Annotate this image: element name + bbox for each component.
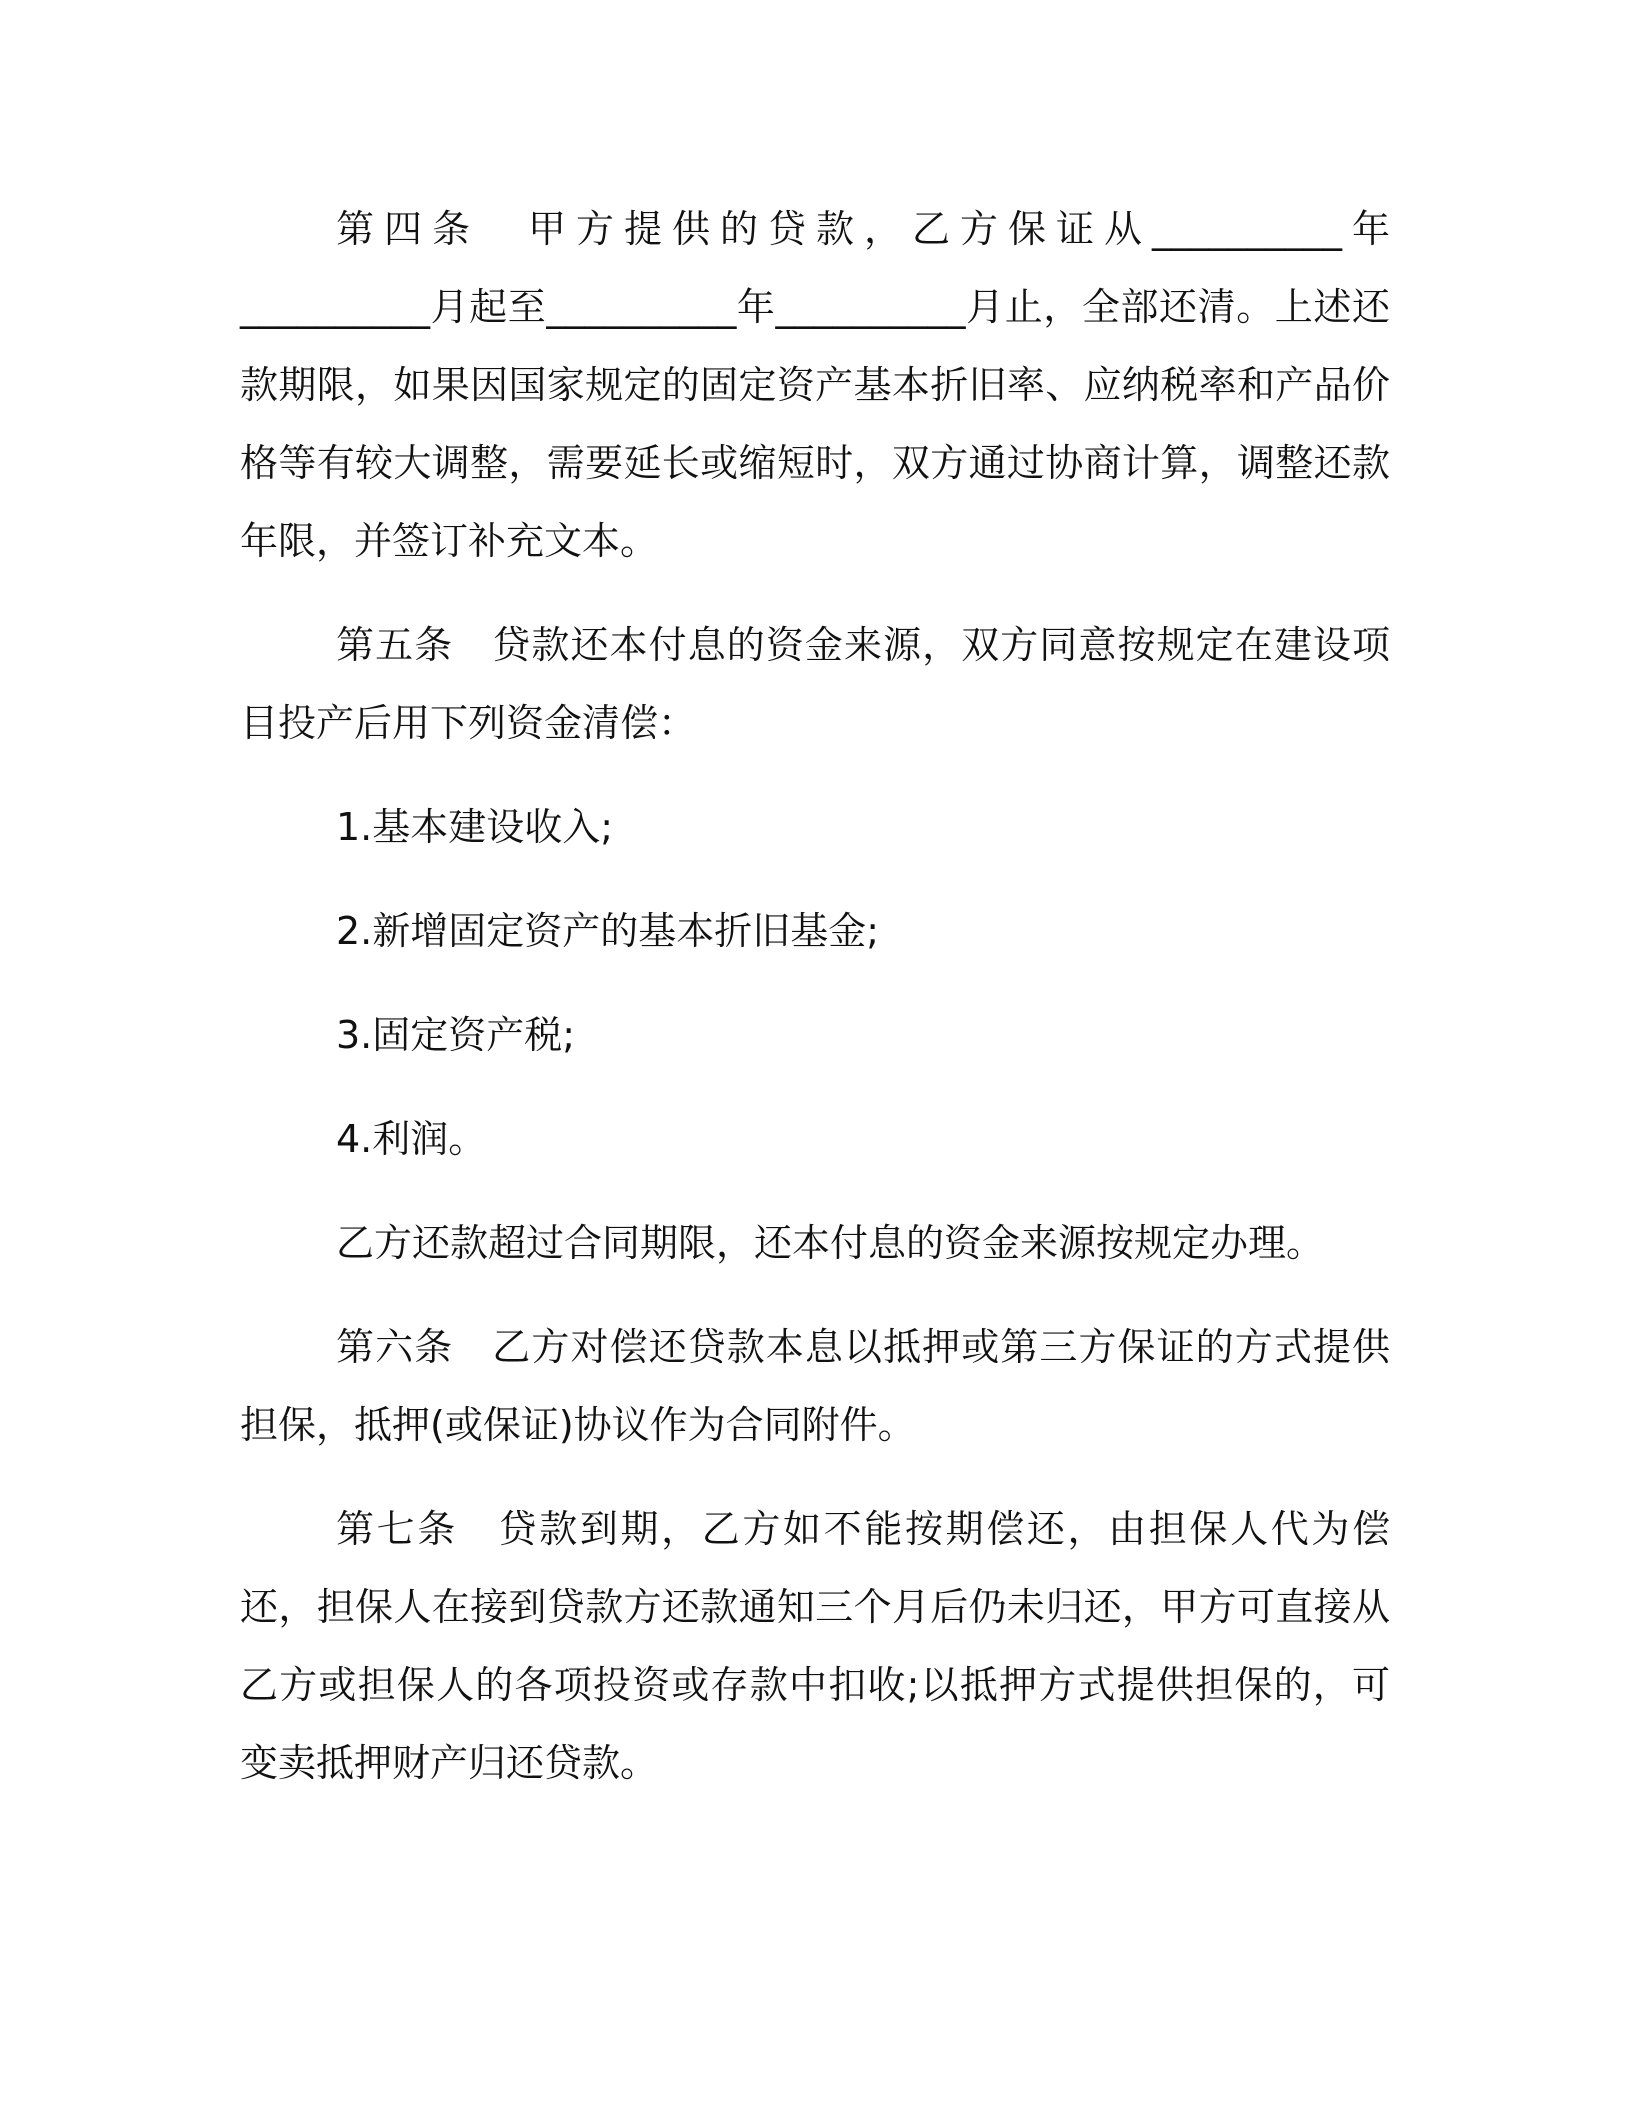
- article-5-paragraph: 第五条 贷款还本付息的资金来源，双方同意按规定在建设项目投产后用下列资金清偿：: [240, 623, 1390, 745]
- article-4-paragraph: 第四条 甲方提供的贷款，乙方保证从__________年__________月起至__________年__________月止，全部还清。上述还款期限，如果因国家规定的固定资产基本折旧率、应纳税率和产品价格等有较大调整，需要延长或缩短时，双方通过协商计算，调整还款年限，并签订补充文本。: [240, 207, 1390, 563]
- list-item-2: 2.新增固定资产的基本折旧基金;: [336, 909, 880, 953]
- article-6-paragraph: 第六条 乙方对偿还贷款本息以抵押或第三方保证的方式提供担保，抵押(或保证)协议作为合同附件。: [240, 1325, 1390, 1447]
- list-item-4: 4.利润。: [336, 1117, 487, 1161]
- repayment-overdue-paragraph: 乙方还款超过合同期限，还本付息的资金来源按规定办理。: [336, 1221, 1325, 1265]
- article-7-paragraph: 第七条 贷款到期，乙方如不能按期偿还，由担保人代为偿还，担保人在接到贷款方还款通知三个月后仍未归还，甲方可直接从乙方或担保人的各项投资或存款中扣收;以抵押方式提供担保的，可变卖抵押财产归还贷款。: [240, 1507, 1390, 1785]
- list-item-1: 1.基本建设收入;: [336, 805, 614, 849]
- document-body: [240, 190, 1390, 1802]
- list-item-3: 3.固定资产税;: [336, 1013, 576, 1057]
